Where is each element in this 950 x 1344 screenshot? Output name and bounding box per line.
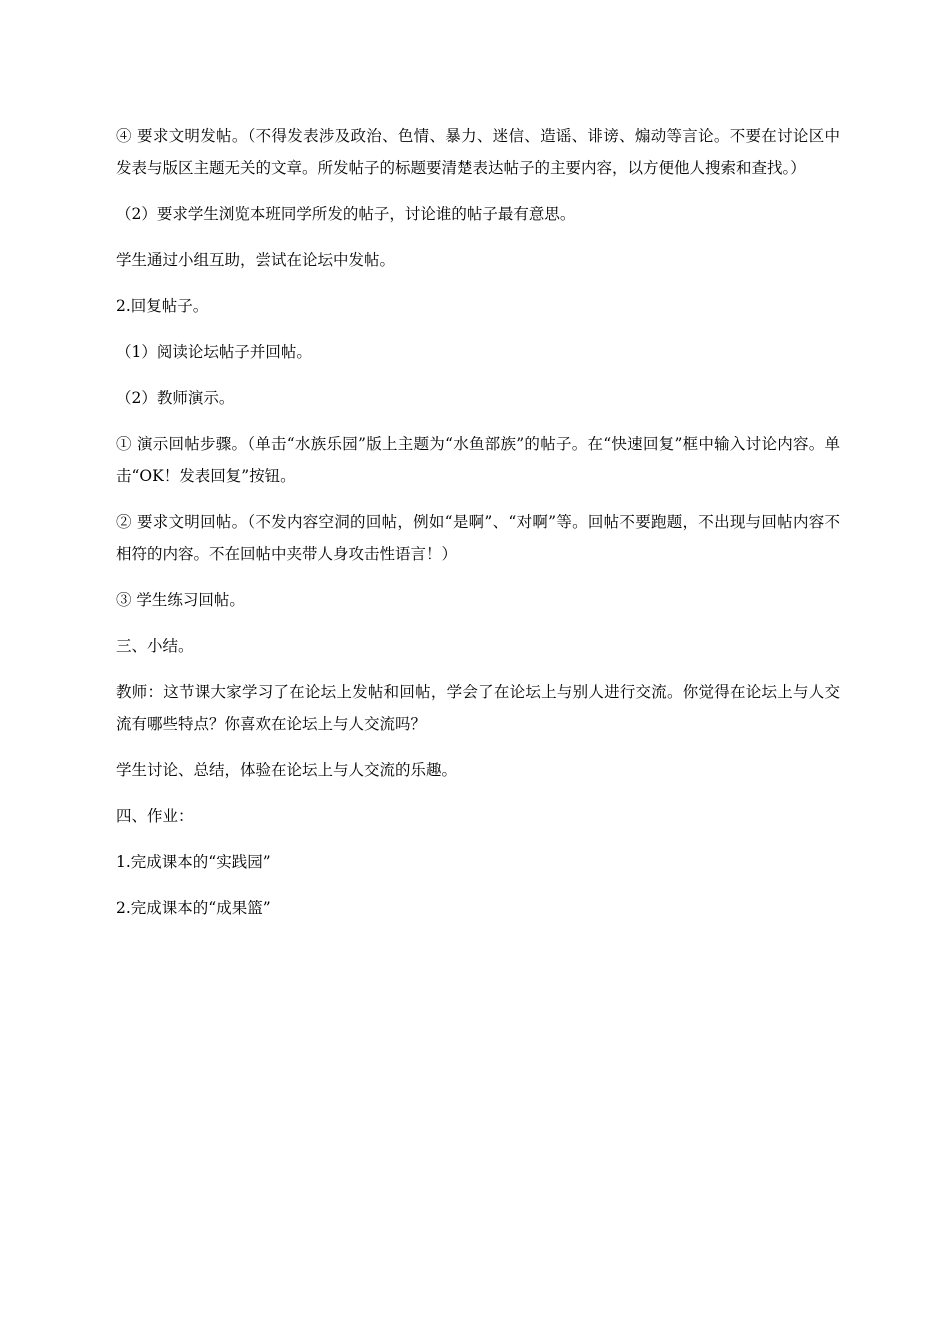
paragraph-read-and-reply: （1）阅读论坛帖子并回帖。 (116, 343, 312, 361)
paragraph-reply-steps: ① 演示回帖步骤。（单击“水族乐园”版上主题为“水鱼部族”的帖子。在“快速回复”框中输入讨论内容。单击“OK！发表回复”按钮。 (116, 435, 840, 485)
heading-homework: 四、作业： (116, 807, 194, 825)
document-body (116, 120, 840, 938)
paragraph-civil-posting: ④ 要求文明发帖。（不得发表涉及政治、色情、暴力、迷信、造谣、诽谤、煽动等言论。不要在讨论区中发表与版区主题无关的文章。所发帖子的标题要清楚表达帖子的主要内容，以方便他人搜索和查找。） (116, 127, 840, 177)
paragraph-group-posting: 学生通过小组互助，尝试在论坛中发帖。 (116, 251, 396, 269)
homework-item-2: 2.完成课本的“成果篮” (116, 899, 271, 917)
homework-item-1: 1.完成课本的“实践园” (116, 853, 271, 871)
paragraph-browse-posts: （2）要求学生浏览本班同学所发的帖子，讨论谁的帖子最有意思。 (116, 205, 576, 223)
paragraph-teacher-demo: （2）教师演示。 (116, 389, 235, 407)
paragraph-student-discussion: 学生讨论、总结，体验在论坛上与人交流的乐趣。 (116, 761, 458, 779)
paragraph-practice-reply: ③ 学生练习回帖。 (116, 591, 245, 609)
heading-summary: 三、小结。 (116, 637, 194, 655)
paragraph-civil-reply: ② 要求文明回帖。（不发内容空洞的回帖，例如“是啊”、“对啊”等。回帖不要跑题，不出现与回帖内容不相符的内容。不在回帖中夹带人身攻击性语言！） (116, 513, 840, 563)
paragraph-teacher-summary: 教师：这节课大家学习了在论坛上发帖和回帖，学会了在论坛上与别人进行交流。你觉得在论坛上与人交流有哪些特点？你喜欢在论坛上与人交流吗？ (116, 683, 840, 733)
heading-reply-posts: 2.回复帖子。 (116, 297, 209, 315)
